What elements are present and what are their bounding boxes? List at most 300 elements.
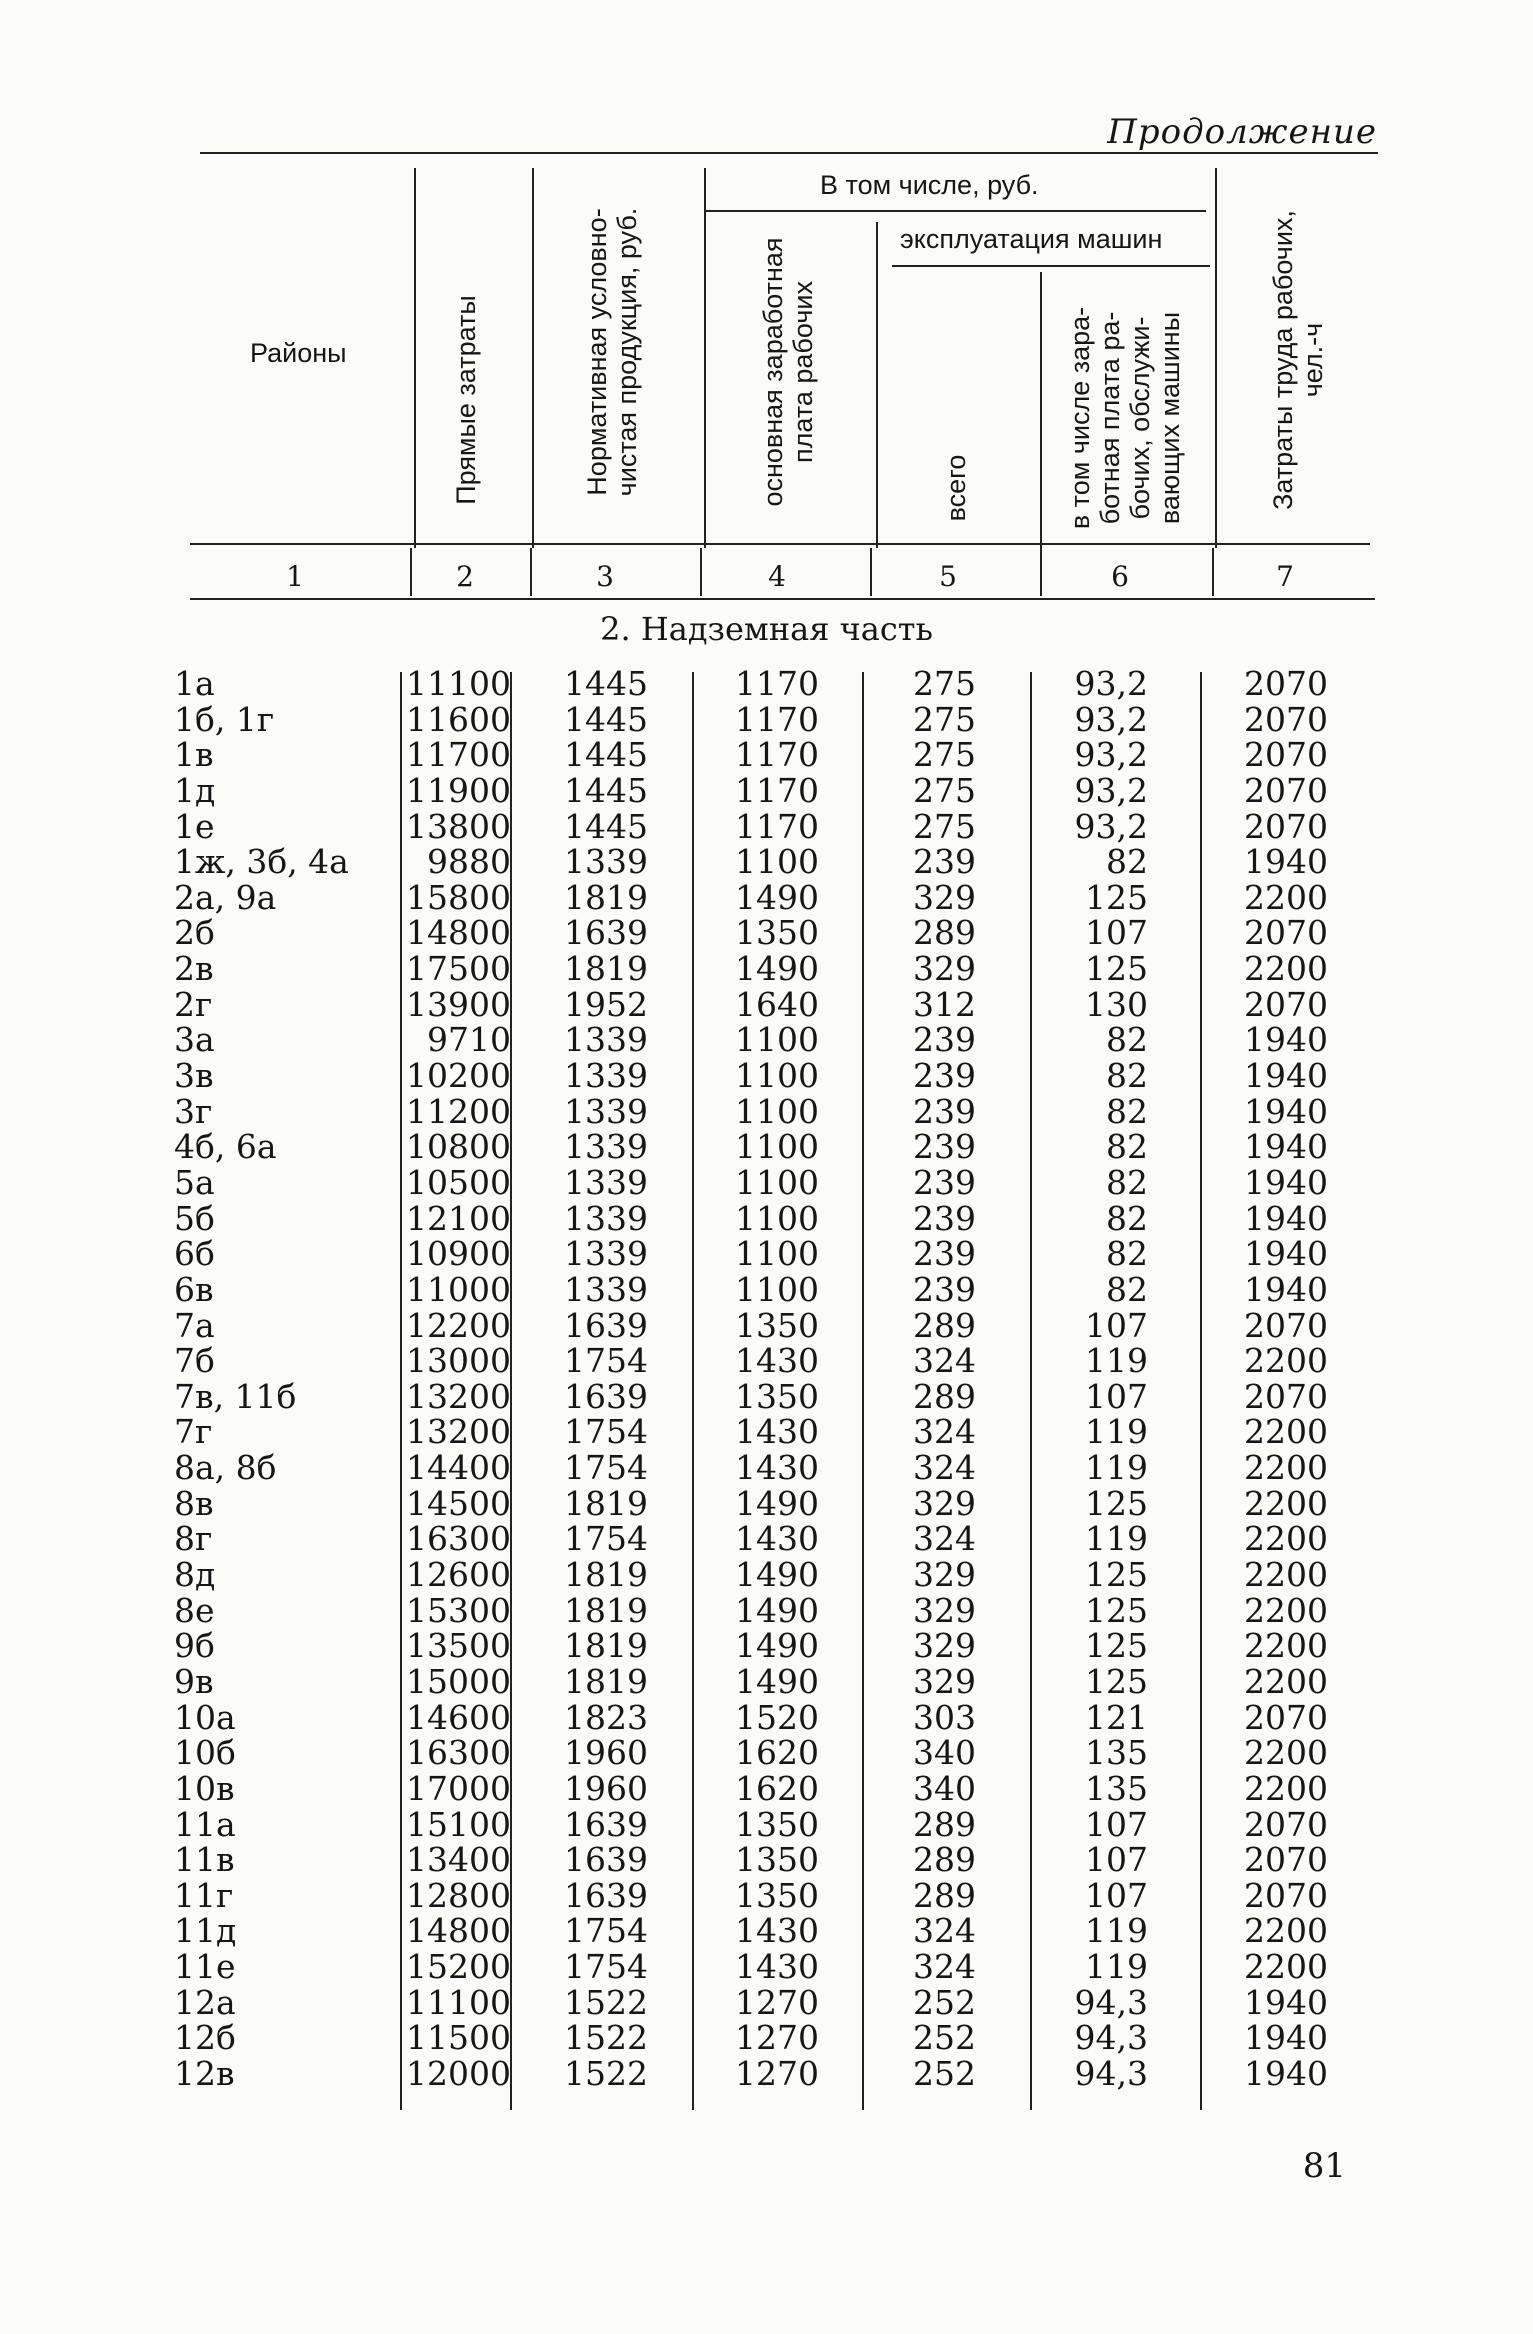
- district-cell: 11а: [174, 1804, 236, 1844]
- base-wage-cell: 1430: [735, 1947, 819, 1987]
- district-cell: 7в, 11б: [174, 1376, 297, 1416]
- column-number: 6: [1111, 560, 1129, 593]
- table-row: [0, 915, 1533, 951]
- table-row: [0, 1913, 1533, 1949]
- column-number: 1: [286, 560, 304, 593]
- district-cell: 12а: [174, 1982, 236, 2022]
- base-wage-cell: 1270: [735, 1982, 819, 2022]
- base-wage-cell: 1430: [735, 1341, 819, 1381]
- district-cell: 8а, 8б: [174, 1448, 277, 1488]
- header-vline: [414, 168, 416, 548]
- machine-wage-cell: 94,3: [1074, 2053, 1148, 2093]
- direct-costs-cell: 17500: [406, 949, 511, 989]
- district-cell: 4б, 6а: [174, 1127, 277, 1167]
- continuation-label: Продолжение: [1107, 112, 1377, 152]
- base-wage-cell: 1430: [735, 1412, 819, 1452]
- machine-total-cell: 289: [913, 1305, 976, 1345]
- base-wage-cell: 1270: [735, 2018, 819, 2058]
- normative-production-cell: 1819: [564, 1555, 648, 1595]
- machine-wage-cell: 107: [1085, 1840, 1148, 1880]
- normative-production-cell: 1819: [564, 877, 648, 917]
- direct-costs-cell: 14600: [406, 1697, 511, 1737]
- labor-costs-cell: 2200: [1244, 1483, 1328, 1523]
- normative-production-cell: 1754: [564, 1911, 648, 1951]
- machine-wage-cell: 82: [1106, 1127, 1148, 1167]
- labor-costs-cell: 2070: [1244, 770, 1328, 810]
- machine-wage-cell: 125: [1085, 1626, 1148, 1666]
- normative-production-cell: 1754: [564, 1341, 648, 1381]
- direct-costs-cell: 14400: [406, 1448, 511, 1488]
- base-wage-cell: 1100: [735, 1091, 819, 1131]
- direct-costs-cell: 13400: [406, 1840, 511, 1880]
- header-normative-production: [582, 208, 642, 497]
- base-wage-cell: 1100: [735, 1162, 819, 1202]
- labor-costs-cell: 1940: [1244, 1056, 1328, 1096]
- machine-wage-cell: 125: [1085, 1483, 1148, 1523]
- base-wage-cell: 1430: [735, 1448, 819, 1488]
- machine-wage-cell: 107: [1085, 1875, 1148, 1915]
- machine-total-cell: 324: [913, 1341, 976, 1381]
- machine-wage-cell: 82: [1106, 1091, 1148, 1131]
- machine-total-cell: 324: [913, 1947, 976, 1987]
- labor-costs-cell: 1940: [1244, 2053, 1328, 2093]
- header-group-label: В том числе, руб.: [820, 170, 1039, 200]
- normative-production-cell: 1754: [564, 1412, 648, 1452]
- normative-production-cell: 1639: [564, 1376, 648, 1416]
- machine-total-cell: 289: [913, 1875, 976, 1915]
- labor-costs-cell: 2200: [1244, 1519, 1328, 1559]
- machine-wage-cell: 125: [1085, 949, 1148, 989]
- base-wage-cell: 1490: [735, 949, 819, 989]
- machine-total-cell: 239: [913, 1127, 976, 1167]
- district-cell: 7г: [174, 1412, 213, 1452]
- machine-total-cell: 340: [913, 1733, 976, 1773]
- header-total: всего: [941, 454, 971, 522]
- direct-costs-cell: 13200: [406, 1376, 511, 1416]
- direct-costs-cell: 11000: [406, 1269, 511, 1309]
- machine-total-cell: 329: [913, 1555, 976, 1595]
- colnum-vline: [530, 548, 532, 596]
- table-row: [0, 1875, 1533, 1915]
- base-wage-cell: 1100: [735, 1269, 819, 1309]
- table-row: [0, 1091, 1533, 1131]
- table-row: [0, 1058, 1533, 1094]
- header-machine-wage-line2: ботная плата ра-: [1095, 311, 1125, 525]
- column-number: 7: [1276, 560, 1294, 593]
- labor-costs-cell: 2070: [1244, 664, 1328, 703]
- normative-production-cell: 1639: [564, 1840, 648, 1880]
- direct-costs-cell: 12800: [406, 1875, 511, 1915]
- header-direct-costs: Прямые затраты: [451, 295, 481, 505]
- direct-costs-cell: 12000: [406, 2053, 511, 2093]
- labor-costs-cell: 1940: [1244, 842, 1328, 882]
- machine-wage-cell: 82: [1106, 1198, 1148, 1238]
- machine-wage-cell: 125: [1085, 1555, 1148, 1595]
- normative-production-cell: 1639: [564, 1305, 648, 1345]
- machine-total-cell: 329: [913, 1626, 976, 1666]
- header-labor-line2: чел.-ч: [1298, 322, 1328, 398]
- base-wage-cell: 1430: [735, 1519, 819, 1559]
- labor-costs-cell: 2070: [1244, 1697, 1328, 1737]
- header-base-wage: [758, 237, 818, 506]
- machine-wage-cell: 125: [1085, 1661, 1148, 1701]
- table-row: [0, 1450, 1533, 1486]
- district-cell: 8в: [174, 1483, 214, 1523]
- labor-costs-cell: 1940: [1244, 1234, 1328, 1274]
- header-machine-operation: эксплуатация машин: [900, 224, 1163, 254]
- machine-total-cell: 312: [913, 984, 976, 1024]
- direct-costs-cell: 11100: [406, 1982, 511, 2022]
- labor-costs-cell: 1940: [1244, 1198, 1328, 1238]
- district-cell: 10а: [174, 1697, 236, 1737]
- normative-production-cell: 1819: [564, 1661, 648, 1701]
- table-row: [0, 1269, 1533, 1309]
- district-cell: 1б, 1г: [174, 699, 275, 739]
- table-row: [0, 699, 1533, 739]
- direct-costs-cell: 12200: [406, 1305, 511, 1345]
- machine-wage-cell: 82: [1106, 1269, 1148, 1309]
- machine-wage-cell: 93,2: [1074, 770, 1148, 810]
- normative-production-cell: 1823: [564, 1697, 648, 1737]
- normative-production-cell: 1339: [564, 1091, 648, 1131]
- machine-total-cell: 275: [913, 806, 976, 846]
- table-row: [0, 666, 1533, 702]
- district-cell: 10в: [174, 1768, 235, 1808]
- normative-production-cell: 1445: [564, 806, 648, 846]
- table-row: [0, 1236, 1533, 1272]
- table-row: [0, 1521, 1533, 1557]
- header-machine-wage-line3: бочих, обслужи-: [1125, 316, 1155, 520]
- labor-costs-cell: 1940: [1244, 1091, 1328, 1131]
- normative-production-cell: 1339: [564, 1269, 648, 1309]
- base-wage-cell: 1170: [735, 699, 819, 739]
- group-rule: [706, 210, 1206, 212]
- direct-costs-cell: 11200: [406, 1091, 511, 1131]
- table-row: [0, 1697, 1533, 1737]
- district-cell: 9б: [174, 1626, 215, 1666]
- direct-costs-cell: 10200: [406, 1056, 511, 1096]
- base-wage-cell: 1620: [735, 1768, 819, 1808]
- machine-total-cell: 289: [913, 1804, 976, 1844]
- base-wage-cell: 1490: [735, 1661, 819, 1701]
- labor-costs-cell: 2200: [1244, 949, 1328, 989]
- table-row: [0, 2053, 1533, 2093]
- labor-costs-cell: 2200: [1244, 1448, 1328, 1488]
- direct-costs-cell: 10900: [406, 1234, 511, 1274]
- machine-wage-cell: 93,2: [1074, 699, 1148, 739]
- machine-wage-cell: 94,3: [1074, 1982, 1148, 2022]
- machine-total-cell: 329: [913, 1661, 976, 1701]
- machine-total-cell: 324: [913, 1448, 976, 1488]
- machine-total-cell: 324: [913, 1519, 976, 1559]
- base-wage-cell: 1350: [735, 1305, 819, 1345]
- normative-production-cell: 1639: [564, 1875, 648, 1915]
- base-wage-cell: 1100: [735, 1020, 819, 1060]
- base-wage-cell: 1170: [735, 806, 819, 846]
- normative-production-cell: 1522: [564, 2053, 648, 2093]
- district-cell: 10б: [174, 1733, 236, 1773]
- district-cell: 1е: [174, 806, 215, 846]
- normative-production-cell: 1819: [564, 1483, 648, 1523]
- base-wage-cell: 1100: [735, 1234, 819, 1274]
- normative-production-cell: 1819: [564, 1590, 648, 1630]
- normative-production-cell: 1339: [564, 1127, 648, 1167]
- normative-production-cell: 1639: [564, 913, 648, 953]
- table-row: [0, 1661, 1533, 1701]
- direct-costs-cell: 17000: [406, 1768, 511, 1808]
- labor-costs-cell: 2200: [1244, 1661, 1328, 1701]
- machine-total-cell: 252: [913, 1982, 976, 2022]
- normative-production-cell: 1639: [564, 1804, 648, 1844]
- machine-total-cell: 289: [913, 913, 976, 953]
- district-cell: 1в: [174, 735, 214, 775]
- machine-wage-cell: 107: [1085, 1376, 1148, 1416]
- machine-wage-cell: 119: [1085, 1911, 1148, 1951]
- district-cell: 8г: [174, 1519, 213, 1559]
- district-cell: 8д: [174, 1555, 216, 1595]
- header-base-wage-line1: основная заработная: [758, 237, 788, 507]
- table-row: [0, 806, 1533, 846]
- labor-costs-cell: 2070: [1244, 735, 1328, 775]
- normative-production-cell: 1754: [564, 1519, 648, 1559]
- table-row: [0, 877, 1533, 917]
- table-row: [0, 1590, 1533, 1630]
- table-row: [0, 1628, 1533, 1664]
- district-cell: 2б: [174, 913, 215, 953]
- direct-costs-cell: 16300: [406, 1519, 511, 1559]
- labor-costs-cell: 2200: [1244, 1341, 1328, 1381]
- labor-costs-cell: 1940: [1244, 2018, 1328, 2058]
- header-bottom-rule: [190, 543, 1370, 545]
- column-number: 4: [768, 560, 786, 593]
- direct-costs-cell: 10500: [406, 1162, 511, 1202]
- table-row: [0, 1483, 1533, 1523]
- base-wage-cell: 1100: [735, 842, 819, 882]
- machine-total-cell: 239: [913, 1269, 976, 1309]
- district-cell: 2а, 9а: [174, 877, 277, 917]
- direct-costs-cell: 13200: [406, 1412, 511, 1452]
- district-cell: 11д: [174, 1911, 237, 1951]
- direct-costs-cell: 16300: [406, 1733, 511, 1773]
- labor-costs-cell: 1940: [1244, 1020, 1328, 1060]
- district-cell: 1ж, 3б, 4а: [174, 842, 349, 882]
- base-wage-cell: 1490: [735, 1626, 819, 1666]
- base-wage-cell: 1490: [735, 1555, 819, 1595]
- header-vline: [704, 168, 706, 548]
- direct-costs-cell: 14500: [406, 1483, 511, 1523]
- table-row: [0, 1305, 1533, 1345]
- labor-costs-cell: 2200: [1244, 1947, 1328, 1987]
- machine-wage-cell: 94,3: [1074, 2018, 1148, 2058]
- labor-costs-cell: 2200: [1244, 877, 1328, 917]
- normative-production-cell: 1754: [564, 1947, 648, 1987]
- normative-production-cell: 1339: [564, 1056, 648, 1096]
- base-wage-cell: 1350: [735, 1804, 819, 1844]
- normative-production-cell: 1339: [564, 842, 648, 882]
- direct-costs-cell: 13000: [406, 1341, 511, 1381]
- district-cell: 8е: [174, 1590, 215, 1630]
- district-cell: 12в: [174, 2053, 235, 2093]
- page-number: 81: [1302, 2146, 1346, 2186]
- table-row: [0, 1949, 1533, 1985]
- district-cell: 3г: [174, 1091, 213, 1131]
- header-labor-costs: [1268, 210, 1328, 510]
- direct-costs-cell: 11100: [406, 664, 511, 703]
- machine-total-cell: 239: [913, 1056, 976, 1096]
- table-body: [0, 666, 1533, 2092]
- header-machine-wage: [1065, 307, 1185, 529]
- normative-production-cell: 1522: [564, 2018, 648, 2058]
- header-districts: Районы: [250, 338, 347, 368]
- machine-total-cell: 239: [913, 1020, 976, 1060]
- normative-production-cell: 1819: [564, 949, 648, 989]
- table-row: [0, 1376, 1533, 1416]
- machine-wage-cell: 119: [1085, 1947, 1148, 1987]
- normative-production-cell: 1819: [564, 1626, 648, 1666]
- header-labor-line1: Затраты труда рабочих,: [1268, 210, 1298, 510]
- normative-production-cell: 1339: [564, 1198, 648, 1238]
- base-wage-cell: 1620: [735, 1733, 819, 1773]
- header-vline: [1040, 272, 1042, 548]
- machine-total-cell: 303: [913, 1697, 976, 1737]
- labor-costs-cell: 2200: [1244, 1768, 1328, 1808]
- base-wage-cell: 1170: [735, 664, 819, 703]
- labor-costs-cell: 2070: [1244, 806, 1328, 846]
- column-number: 5: [939, 560, 957, 593]
- district-cell: 11г: [174, 1875, 234, 1915]
- labor-costs-cell: 1940: [1244, 1127, 1328, 1167]
- labor-costs-cell: 2070: [1244, 1840, 1328, 1880]
- machine-wage-cell: 107: [1085, 1804, 1148, 1844]
- labor-costs-cell: 1940: [1244, 1162, 1328, 1202]
- header-vline: [1215, 168, 1217, 548]
- normative-production-cell: 1952: [564, 984, 648, 1024]
- machine-wage-cell: 125: [1085, 877, 1148, 917]
- labor-costs-cell: 1940: [1244, 1982, 1328, 2022]
- direct-costs-cell: 14800: [406, 913, 511, 953]
- machine-wage-cell: 130: [1085, 984, 1148, 1024]
- table-row: [0, 1022, 1533, 1058]
- labor-costs-cell: 2200: [1244, 1590, 1328, 1630]
- machine-wage-cell: 121: [1085, 1697, 1148, 1737]
- labor-costs-cell: 2070: [1244, 1376, 1328, 1416]
- machine-wage-cell: 82: [1106, 1162, 1148, 1202]
- normative-production-cell: 1445: [564, 699, 648, 739]
- base-wage-cell: 1170: [735, 735, 819, 775]
- direct-costs-cell: 11600: [406, 699, 511, 739]
- colnum-vline: [1040, 548, 1042, 596]
- header-vline: [876, 222, 878, 548]
- table-row: [0, 737, 1533, 773]
- district-cell: 1д: [174, 770, 216, 810]
- labor-costs-cell: 2200: [1244, 1911, 1328, 1951]
- direct-costs-cell: 13800: [406, 806, 511, 846]
- labor-costs-cell: 2200: [1244, 1555, 1328, 1595]
- labor-costs-cell: 2200: [1244, 1733, 1328, 1773]
- direct-costs-cell: 10800: [406, 1127, 511, 1167]
- machine-total-cell: 252: [913, 2018, 976, 2058]
- district-cell: 11в: [174, 1840, 235, 1880]
- direct-costs-cell: 14800: [406, 1911, 511, 1951]
- district-cell: 7б: [174, 1341, 215, 1381]
- header-base-wage-line2: плата рабочих: [788, 281, 818, 463]
- district-cell: 1а: [174, 664, 215, 703]
- machine-wage-cell: 119: [1085, 1412, 1148, 1452]
- machine-wage-cell: 82: [1106, 842, 1148, 882]
- district-cell: 3в: [174, 1056, 214, 1096]
- machine-wage-cell: 93,2: [1074, 806, 1148, 846]
- normative-production-cell: 1445: [564, 735, 648, 775]
- header-machine-wage-line1: в том числе зара-: [1065, 306, 1095, 530]
- machine-total-cell: 329: [913, 949, 976, 989]
- machine-total-cell: 329: [913, 877, 976, 917]
- table-row: [0, 1162, 1533, 1202]
- direct-costs-cell: 15800: [406, 877, 511, 917]
- machine-total-cell: 239: [913, 1198, 976, 1238]
- base-wage-cell: 1490: [735, 877, 819, 917]
- base-wage-cell: 1520: [735, 1697, 819, 1737]
- normative-production-cell: 1754: [564, 1448, 648, 1488]
- machine-total-cell: 252: [913, 2053, 976, 2093]
- base-wage-cell: 1640: [735, 984, 819, 1024]
- labor-costs-cell: 2200: [1244, 1626, 1328, 1666]
- table-row: [0, 1414, 1533, 1450]
- table-row: [0, 770, 1533, 810]
- direct-costs-cell: 13500: [406, 1626, 511, 1666]
- column-number: 3: [596, 560, 614, 593]
- normative-production-cell: 1339: [564, 1162, 648, 1202]
- direct-costs-cell: 11700: [406, 735, 511, 775]
- colnum-vline: [410, 548, 412, 596]
- district-cell: 3а: [174, 1020, 215, 1060]
- labor-costs-cell: 2070: [1244, 1305, 1328, 1345]
- machine-wage-cell: 107: [1085, 1305, 1148, 1345]
- labor-costs-cell: 2070: [1244, 699, 1328, 739]
- normative-production-cell: 1339: [564, 1234, 648, 1274]
- machine-total-cell: 275: [913, 699, 976, 739]
- machine-wage-cell: 119: [1085, 1341, 1148, 1381]
- normative-production-cell: 1445: [564, 770, 648, 810]
- base-wage-cell: 1100: [735, 1056, 819, 1096]
- base-wage-cell: 1100: [735, 1198, 819, 1238]
- table-row: [0, 1735, 1533, 1771]
- machine-wage-cell: 125: [1085, 1590, 1148, 1630]
- labor-costs-cell: 1940: [1244, 1269, 1328, 1309]
- district-cell: 2г: [174, 984, 213, 1024]
- base-wage-cell: 1270: [735, 2053, 819, 2093]
- machine-total-cell: 324: [913, 1911, 976, 1951]
- district-cell: 12б: [174, 2018, 236, 2058]
- machine-wage-cell: 135: [1085, 1733, 1148, 1773]
- district-cell: 9в: [174, 1661, 214, 1701]
- machine-wage-cell: 107: [1085, 913, 1148, 953]
- machine-wage-cell: 82: [1106, 1020, 1148, 1060]
- machine-total-cell: 239: [913, 1234, 976, 1274]
- header-vline: [532, 168, 534, 548]
- district-cell: 6в: [174, 1269, 214, 1309]
- direct-costs-cell: 15000: [406, 1661, 511, 1701]
- colnum-bottom-rule: [190, 598, 1375, 600]
- normative-production-cell: 1339: [564, 1020, 648, 1060]
- colnum-vline: [700, 548, 702, 596]
- header-normative-line2: чистая продукция, руб.: [612, 207, 642, 497]
- table-row: [0, 1982, 1533, 2022]
- machine-wage-cell: 119: [1085, 1519, 1148, 1559]
- table-row: [0, 1804, 1533, 1844]
- machine-total-cell: 329: [913, 1483, 976, 1523]
- table-row: [0, 951, 1533, 987]
- direct-costs-cell: 12100: [406, 1198, 511, 1238]
